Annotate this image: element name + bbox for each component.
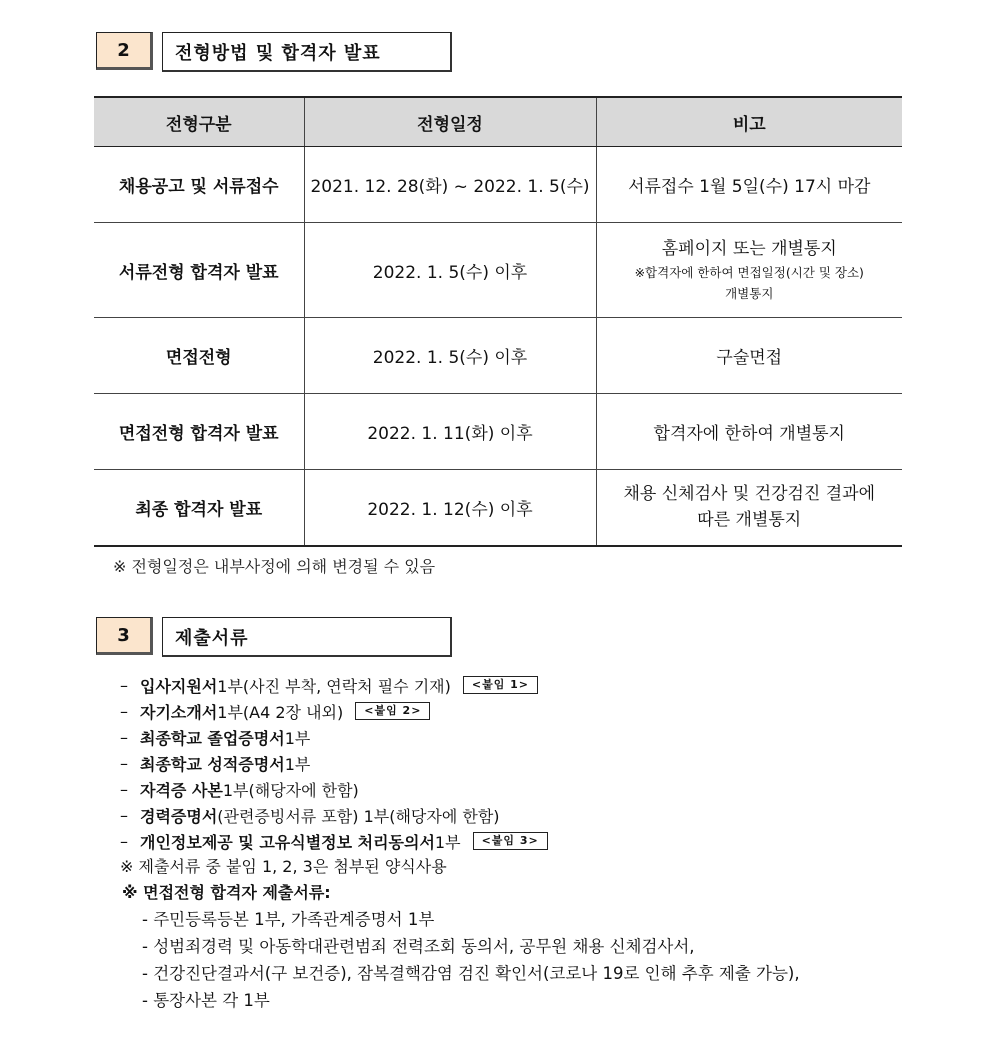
attachment-badge: <붙임 2> bbox=[355, 702, 430, 720]
column-header: 비고 bbox=[596, 97, 902, 147]
document-item bbox=[120, 672, 800, 698]
document-detail: 1부 bbox=[284, 754, 311, 774]
document-detail: 1부 bbox=[434, 832, 461, 852]
table-header-row bbox=[94, 97, 902, 147]
document-item bbox=[120, 828, 800, 854]
document-item bbox=[120, 724, 800, 750]
table-row bbox=[94, 223, 902, 318]
attachment-badge: <붙임 3> bbox=[473, 832, 548, 850]
note-cell bbox=[596, 223, 902, 318]
documents-note: ※ 제출서류 중 붙임 1, 2, 3은 첨부된 양식사용 bbox=[120, 857, 447, 876]
document-name: 자격증 사본 bbox=[140, 780, 223, 800]
list-item: - 통장사본 각 1부 bbox=[142, 991, 270, 1010]
note-cell: 합격자에 한하여 개별통지 bbox=[596, 394, 902, 470]
note-main: 홈페이지 또는 개별통지 bbox=[661, 239, 837, 259]
note-cell: 구술면접 bbox=[596, 318, 902, 394]
date-cell: 2021. 12. 28(화) ~ 2022. 1. 5(수) bbox=[304, 147, 596, 223]
stage-cell: 면접전형 합격자 발표 bbox=[94, 394, 304, 470]
document-name: 최종학교 졸업증명서 bbox=[140, 728, 285, 748]
stage-cell: 서류전형 합격자 발표 bbox=[94, 223, 304, 318]
document-detail: (관련증빙서류 포함) 1부(해당자에 한함) bbox=[217, 806, 500, 826]
dash: – bbox=[120, 831, 128, 851]
dash: – bbox=[120, 675, 128, 695]
note-cell: 서류접수 1월 5일(수) 17시 마감 bbox=[596, 147, 902, 223]
document-detail: 1부(해당자에 한함) bbox=[222, 780, 359, 800]
schedule-footnote: ※ 전형일정은 내부사정에 의해 변경될 수 있음 bbox=[113, 557, 436, 576]
section-number: 3 bbox=[96, 617, 153, 655]
document-name: 자기소개서 bbox=[140, 702, 218, 722]
note-sub: ※합격자에 한하여 면접일정(시간 및 장소) bbox=[634, 265, 864, 280]
date-cell: 2022. 1. 5(수) 이후 bbox=[304, 223, 596, 318]
document-detail: 1부 bbox=[284, 728, 311, 748]
table-row bbox=[94, 394, 902, 470]
document-name: 입사지원서 bbox=[140, 676, 218, 696]
section-title: 제출서류 bbox=[162, 617, 452, 657]
interview-documents-title: ※ 면접전형 합격자 제출서류: bbox=[122, 883, 331, 902]
list-item: - 주민등록등본 1부, 가족관계증명서 1부 bbox=[142, 910, 435, 929]
stage-cell: 최종 합격자 발표 bbox=[94, 470, 304, 546]
stage-cell: 면접전형 bbox=[94, 318, 304, 394]
attachment-badge: <붙임 1> bbox=[463, 676, 538, 694]
schedule-table bbox=[94, 96, 902, 547]
document-item bbox=[120, 802, 800, 828]
dash: – bbox=[120, 805, 128, 825]
note-cell bbox=[596, 470, 902, 546]
column-header: 전형구분 bbox=[94, 97, 304, 147]
document-item bbox=[120, 776, 800, 802]
document-name: 개인정보제공 및 고유식별정보 처리동의서 bbox=[140, 832, 435, 852]
note-sub: 개별통지 bbox=[725, 286, 774, 301]
column-header: 전형일정 bbox=[304, 97, 596, 147]
date-cell: 2022. 1. 11(화) 이후 bbox=[304, 394, 596, 470]
section-number: 2 bbox=[96, 32, 153, 70]
interview-documents-list bbox=[120, 906, 800, 1014]
document-item bbox=[120, 750, 800, 776]
note-line: 따른 개별통지 bbox=[697, 510, 802, 531]
dash: – bbox=[120, 779, 128, 799]
date-cell: 2022. 1. 12(수) 이후 bbox=[304, 470, 596, 546]
section-title: 전형방법 및 합격자 발표 bbox=[162, 32, 452, 72]
table-row bbox=[94, 147, 902, 223]
list-item: - 성범죄경력 및 아동학대관련범죄 전력조회 동의서, 공무원 채용 신체검사서, bbox=[142, 937, 695, 956]
table-row bbox=[94, 318, 902, 394]
dash: – bbox=[120, 701, 128, 721]
table-row bbox=[94, 470, 902, 546]
list-item: - 건강진단결과서(구 보건증), 잠복결핵감염 검진 확인서(코로나 19로 인해 추후 제출 가능), bbox=[142, 964, 800, 983]
dash: – bbox=[120, 753, 128, 773]
document-item bbox=[120, 698, 800, 724]
stage-cell: 채용공고 및 서류접수 bbox=[94, 147, 304, 223]
document-name: 최종학교 성적증명서 bbox=[140, 754, 285, 774]
document-name: 경력증명서 bbox=[140, 806, 218, 826]
documents-list bbox=[120, 672, 800, 1014]
date-cell: 2022. 1. 5(수) 이후 bbox=[304, 318, 596, 394]
document-detail: 1부(사진 부착, 연락처 필수 기재) bbox=[217, 676, 451, 696]
note-line: 채용 신체검사 및 건강검진 결과에 bbox=[623, 484, 876, 505]
document-detail: 1부(A4 2장 내외) bbox=[217, 702, 344, 722]
dash: – bbox=[120, 727, 128, 747]
